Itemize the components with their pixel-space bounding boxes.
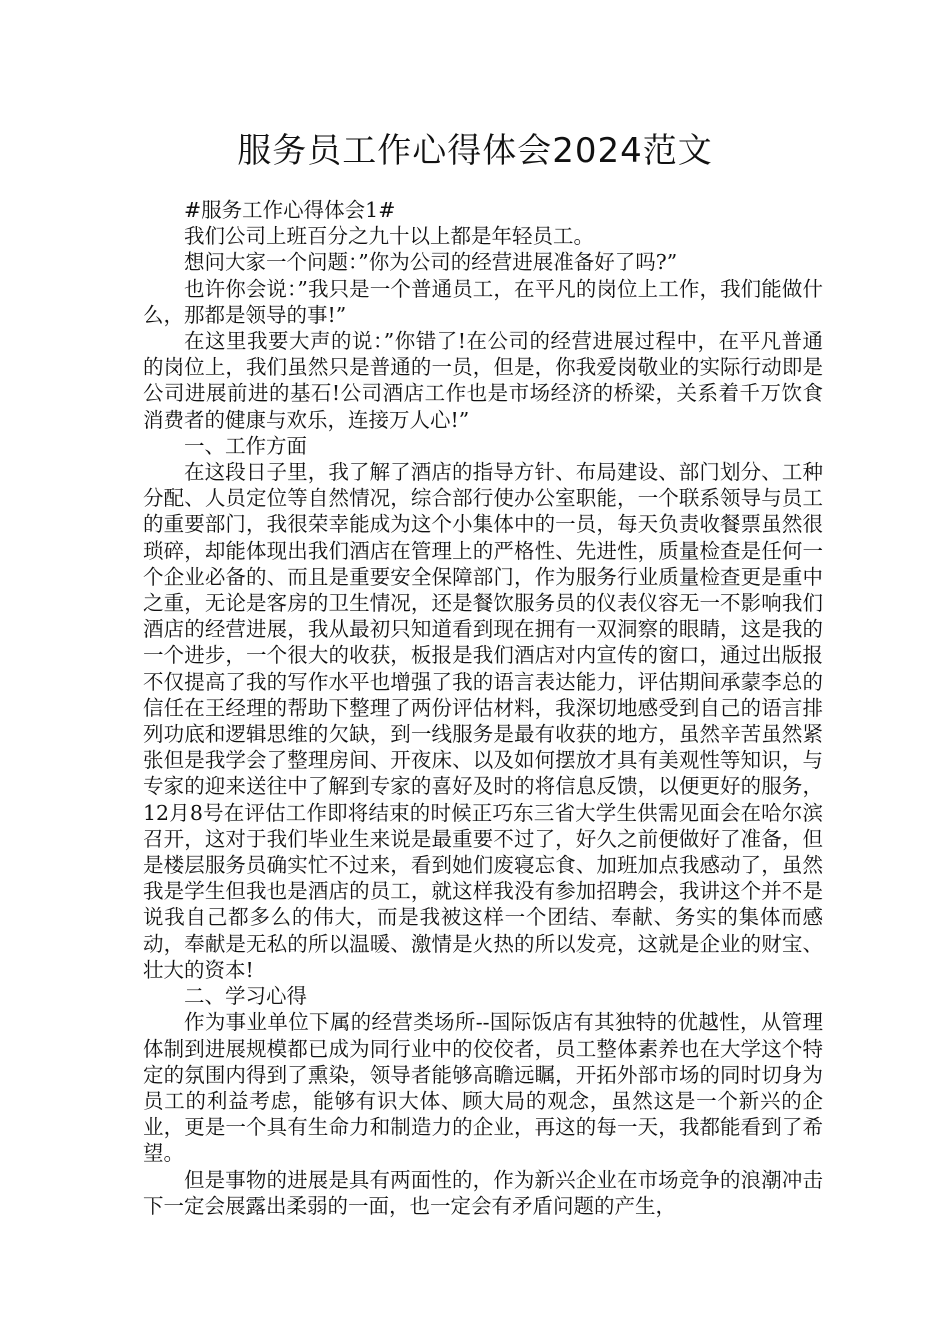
paragraph: 作为事业单位下属的经营类场所--国际饭店有其独特的优越性，从管理体制到进展规模都已成为同行业中的佼佼者，员工整体素养也在大学这个特定的氛围内得到了熏染，领导者能够高瞻远瞩，开拓外部市场的同时切身为员工的利益考虑，能够有识大体、顾大局的观念，虽然这是一个新兴的企业，更是一个具有生命力和制造力的企业，再这的每一天，我都能看到了希望。: [143, 1010, 823, 1166]
paragraph: 我们公司上班百分之九十以上都是年轻员工。: [184, 224, 594, 249]
paragraph: 在这段日子里，我了解了酒店的指导方针、布局建设、部门划分、工种分配、人员定位等自然情况，综合部行使办公室职能，一个联系领导与员工的重要部门，我很荣幸能成为这个小集体中的一员，每天负责收餐票虽然很琐碎，却能体现出我们酒店在管理上的严格性、先进性，质量检查是任何一个企业必备的、而且是重要安全保障部门，作为服务行业质量检查更是重中之重，无论是客房的卫生情况，还是餐饮服务员的仪表仪容无一不影响我们酒店的经营进展，我从最初只知道看到现在拥有一双洞察的眼睛，这是我的一个进步，一个很大的收获，板报是我们酒店对内宣传的窗口，通过出版报不仅提高了我的写作水平也增强了我的语言表达能力，评估期间承蒙李总的信任在王经理的帮助下整理了两份评估材料，我深切地感受到自己的语言排列功底和逻辑思维的欠缺，到一线服务是最有收获的地方，虽然辛苦虽然紧张但是我学会了整理房间、开夜床、以及如何摆放才具有美观性等知识，与专家的迎来送往中了解到专家的喜好及时的将信息反馈，以便更好的服务，12月8号在评估工作即将结束的时候正巧东三省大学生供需见面会在哈尔滨召开，这对于我们毕业生来说是最重要不过了，好久之前便做好了准备，但是楼层服务员确实忙不过来，看到她们废寝忘食、加班加点我感动了，虽然我是学生但我也是酒店的员工，就这样我没有参加招聘会，我讲这个并不是说我自己都多么的伟大，而是我被这样一个团结、奉献、务实的集体而感动，奉献是无私的所以温暖、激情是火热的所以发亮，这就是企业的财宝、壮大的资本!: [143, 460, 823, 982]
section-heading-work: 一、工作方面: [184, 433, 307, 458]
paragraph: 想问大家一个问题：”你为公司的经营进展准备好了吗?”: [184, 250, 678, 275]
document-title: 服务员工作心得体会2024范文: [237, 131, 713, 171]
document-body: [143, 197, 823, 1219]
paragraph: 也许你会说：”我只是一个普通员工，在平凡的岗位上工作，我们能做什么，那都是领导的事!”: [143, 276, 823, 327]
section-heading-study: 二、学习心得: [184, 984, 307, 1009]
paragraph-heading-1: #服务工作心得体会1#: [184, 198, 396, 222]
paragraph: 但是事物的进展是具有两面性的，作为新兴企业在市场竞争的浪潮冲击下一定会展露出柔弱的一面，也一定会有矛盾问题的产生，: [143, 1167, 823, 1218]
paragraph: 在这里我要大声的说：”你错了!在公司的经营进展过程中，在平凡普通的岗位上，我们虽然只是普通的一员，但是，你我爱岗敬业的实际行动即是公司进展前进的基石!公司酒店工作也是市场经济的桥梁，关系着千万饮食消费者的健康与欢乐，连接万人心!”: [143, 329, 823, 432]
